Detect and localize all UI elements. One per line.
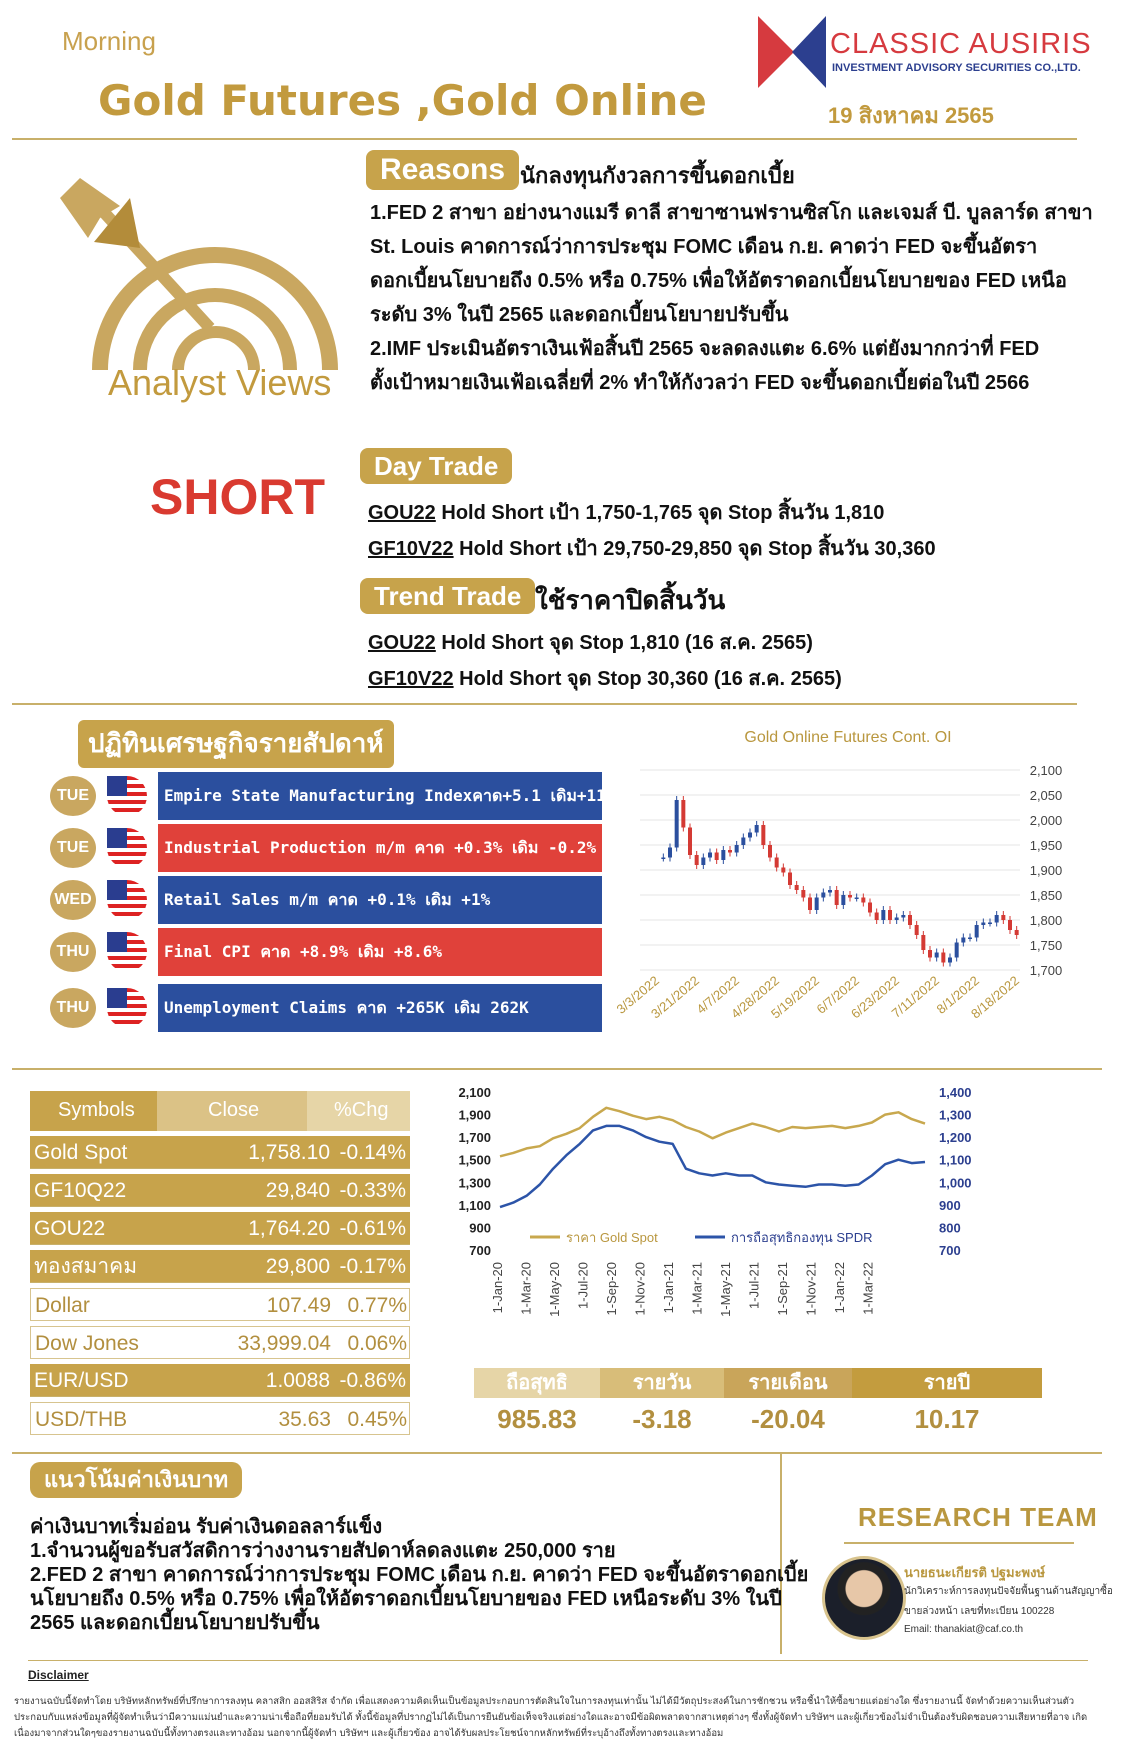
vertical-divider (780, 1454, 782, 1654)
candle-body (881, 910, 885, 920)
table-row (30, 1174, 410, 1207)
chg-cell: -0.61% (339, 1217, 406, 1240)
day-badge: THU (50, 932, 96, 972)
reason-line: 1.FED 2 สาขา อย่างนางแมรี ดาลี สาขาซานฟรานซิสโก และเจมส์ บี. บูลลาร์ด สาขา (370, 202, 1093, 224)
candle-body (715, 853, 719, 861)
close-cell: 1.0088 (265, 1369, 330, 1392)
ticker: GOU22 (368, 632, 436, 654)
day-badge: WED (50, 880, 96, 920)
calendar-event (50, 772, 626, 820)
signal-short: SHORT (150, 469, 325, 525)
stat-value-net: 985.83 (497, 1404, 577, 1434)
candle-body (895, 918, 899, 921)
stat-value-yearly: 10.17 (914, 1404, 980, 1434)
event-text: Empire State Manufacturing Indexคาด+5.1 เดิม+11.1 (158, 772, 602, 820)
candle-body (755, 825, 759, 833)
y-right-tick-label: 900 (939, 1197, 961, 1213)
symbol-cell: Dollar (35, 1294, 90, 1317)
table-row (30, 1402, 410, 1435)
candle-body (781, 868, 785, 873)
candle-body (908, 915, 912, 925)
candle-body (875, 913, 879, 921)
candle-body (808, 898, 812, 911)
symbol-cell: Dow Jones (35, 1332, 139, 1355)
day-badge: THU (50, 988, 96, 1028)
symbol-cell: GOU22 (34, 1217, 106, 1240)
candle-body (848, 895, 852, 898)
col-header-chg: %Chg (334, 1099, 389, 1121)
legend-label: การถือสุทธิกองทุน SPDR (731, 1230, 873, 1245)
page-title: Gold Futures ,Gold Online (98, 76, 707, 125)
reason-line: ดอกเบี้ยนโยบายถึง 0.5% หรือ 0.75% เพื่อให้อัตราดอกเบี้ยนโยบายของ FED เหนือ (370, 270, 1067, 292)
gold-futures-candlestick-chart (613, 720, 1100, 1050)
chg-cell: 0.45% (347, 1408, 407, 1431)
trade-instruction: Hold Short จุด Stop 1,810 (16 ส.ค. 2565) (435, 632, 813, 654)
x-tick-label: 1-Mar-22 (860, 1262, 876, 1315)
candle-body (968, 938, 972, 940)
candle-body (981, 923, 985, 926)
candle-body (761, 825, 765, 845)
y-left-tick-label: 700 (469, 1243, 491, 1258)
candle-body (928, 950, 932, 958)
x-tick-label: 1-Mar-21 (689, 1262, 705, 1315)
baht-outlook-label: แนวโน้มค่าเงินบาท (30, 1462, 242, 1498)
stat-value-daily: -3.18 (632, 1404, 692, 1434)
y-right-tick-label: 1,300 (939, 1107, 972, 1123)
trade-instruction: Hold Short เป้า 1,750-1,765 จุด Stop สิ้นวัน 1,810 (435, 502, 885, 524)
stat-header-net: ถือสุทธิ (474, 1368, 600, 1398)
table-row (30, 1326, 410, 1359)
analyst-license: ขายล่วงหน้า เลขที่ทะเบียน 100228 (904, 1606, 1055, 1617)
candle-body (768, 845, 772, 858)
y-left-tick-label: 1,300 (458, 1175, 491, 1191)
y-tick-label: 1,800 (1029, 913, 1063, 928)
candle-body (941, 953, 945, 963)
chg-cell: 0.77% (347, 1294, 407, 1317)
day-badge: TUE (50, 828, 96, 868)
x-tick-label: 1-Sep-21 (775, 1262, 790, 1316)
us-flag-icon (107, 932, 147, 972)
calendar-title: ปฏิทินเศรษฐกิจรายสัปดาห์ (78, 720, 394, 768)
disclaimer-text: รายงานฉบับนี้จัดทำโดย บริษัทหลักทรัพย์ที่ปรึกษาการลงทุน คลาสสิก ออสสิริส จำกัด เพื่อแสดงความคิดเห็นเป็นข้อมูลประกอบการตัดสินใจในการลงทุนเท่านั้น ไม่ได้มีวัตถุประสงค์ในการชักชวน หรือชี้นำให้ซื้อขายแต่อย่างใด ซึ่งรายงานนี้ จัดทำด้วยความเห็นส่วนตัว ประกอบกับแหล่งข้อมูลที่ผู้จัดทำเห็นว่ามีความแม่นยำและความน่าเชื่อถือที่ยอมรับได้ ทั้งนี้ข้อมูลที่ปรากฏไม่ได้เป็นการยืนยันข้อเท็จจริงแต่อย่างใดและอาจมีข้อผิดพลาดจากสาเหตุต่างๆ ซึ่งทั้งผู้จัดทำ บริษัทฯ และผู้เกี่ยวข้องไม่จำเป็นต้องรับผิดชอบความเสียหายที่อาจ เกิดเนื่องมาจากส่วนใดๆของรายงานฉบับนี้ทั้งทางตรงและทางอ้อม นอกจากนี้ผู้จัดทำ บริษัทฯ และผู้เกี่ยวข้อง อาจได้รับผลประโยชน์จากหลักทรัพย์ที่ระบุอ้างถึงทั้งทางตรงและทางอ้อม (14, 1696, 1088, 1739)
research-divider (844, 1542, 1074, 1544)
ticker: GF10V22 (368, 538, 454, 560)
close-cell: 33,999.04 (237, 1332, 331, 1355)
target-arrow-icon (60, 178, 340, 378)
x-tick-label: 6/7/2022 (813, 972, 862, 1017)
chg-cell: 0.06% (347, 1332, 407, 1355)
event-text: Final CPI คาด +8.9% เดิม +8.6% (158, 928, 602, 976)
x-tick-label: 1-Mar-20 (518, 1262, 534, 1315)
disclaimer-divider (28, 1660, 1088, 1661)
candle-body (948, 958, 952, 963)
baht-line: 2.FED 2 สาขา คาดการณ์ว่าการประชุม FOMC เดือน ก.ย. คาดว่า FED จะขึ้นอัตราดอกเบี้ย (30, 1564, 809, 1586)
reasons-label: Reasons (366, 150, 519, 190)
us-flag-icon (107, 880, 147, 920)
candle-body (701, 858, 705, 866)
baht-line: นโยบายถึง 0.5% หรือ 0.75% เพื่อให้อัตราดอกเบี้ยนโยบายของ FED เหนือระดับ 3% ในปี (30, 1588, 782, 1610)
candle-body (855, 898, 859, 900)
y-tick-label: 1,950 (1029, 838, 1063, 853)
trade-instruction: Hold Short เป้า 29,750-29,850 จุด Stop สิ้นวัน 30,360 (453, 538, 936, 560)
gold-vs-spdr-line-chart (455, 1080, 1025, 1360)
candle-body (841, 895, 845, 905)
candle-body (935, 953, 939, 958)
table-header (30, 1091, 410, 1131)
trend-trade-row (368, 662, 842, 694)
analyst-email: Email: thanakiat@caf.co.th (904, 1624, 1024, 1635)
candle-body (728, 850, 732, 853)
x-tick-label: 1-May-20 (547, 1262, 562, 1317)
candle-body (801, 890, 805, 898)
event-text: Unemployment Claims คาด +265K เดิม 262K (158, 984, 602, 1032)
candle-body (668, 848, 672, 858)
candle-body (741, 838, 745, 846)
x-tick-label: 3/21/2022 (647, 972, 702, 1022)
candle-body (1008, 920, 1012, 930)
candle-body (681, 800, 685, 828)
y-tick-label: 1,700 (1029, 963, 1063, 978)
event-text: Industrial Production m/m คาด +0.3% เดิม -0.2% (158, 824, 602, 872)
stat-header-monthly: รายเดือน (724, 1368, 852, 1398)
y-right-tick-label: 1,100 (939, 1152, 972, 1168)
trend-trade-row (368, 626, 813, 658)
close-cell: 35.63 (278, 1408, 331, 1431)
y-tick-label: 2,000 (1029, 813, 1063, 828)
header-divider (12, 138, 1077, 140)
ticker: GOU22 (368, 502, 436, 524)
y-right-tick-label: 800 (939, 1220, 961, 1236)
candle-body (821, 893, 825, 898)
calendar-event (50, 876, 602, 924)
symbol-cell: GF10Q22 (34, 1179, 127, 1202)
close-cell: 1,758.10 (248, 1141, 330, 1164)
company-name: CLASSIC AUSIRIS (830, 28, 1092, 60)
close-cell: 1,764.20 (248, 1217, 330, 1240)
candle-body (995, 915, 999, 923)
table-row (30, 1288, 410, 1321)
candle-body (735, 845, 739, 853)
stat-value-monthly: -20.04 (751, 1404, 825, 1434)
x-tick-label: 1-Jul-20 (575, 1262, 591, 1309)
calendar-event (50, 928, 602, 976)
trade-instruction: Hold Short จุด Stop 30,360 (16 ส.ค. 2565) (453, 668, 842, 690)
candle-body (988, 923, 992, 925)
candle-body (921, 935, 925, 950)
x-tick-label: 1-Jan-20 (490, 1262, 505, 1314)
y-tick-label: 2,050 (1029, 788, 1063, 803)
y-left-tick-label: 900 (469, 1220, 491, 1236)
section-divider (12, 703, 1077, 705)
research-team-title: RESEARCH TEAM (858, 1502, 1098, 1532)
series-line-0 (500, 1108, 925, 1157)
close-cell: 107.49 (266, 1294, 331, 1317)
reason-line: 2.IMF ประเมินอัตราเงินเฟ้อสิ้นปี 2565 จะลดลงแตะ 6.6% แต่ยังมากกว่าที่ FED (370, 338, 1040, 360)
stat-header-yearly: รายปี (852, 1368, 1042, 1398)
y-left-tick-label: 1,500 (458, 1152, 491, 1168)
y-right-tick-label: 1,200 (939, 1130, 972, 1146)
x-tick-label: 1-Nov-20 (632, 1262, 648, 1316)
col-header-symbols: Symbols (58, 1099, 135, 1121)
candle-body (888, 910, 892, 920)
x-tick-label: 1-Jan-22 (832, 1262, 847, 1314)
x-tick-label: 1-May-21 (718, 1262, 733, 1317)
day-trade-row (368, 496, 884, 528)
y-left-tick-label: 1,100 (458, 1197, 491, 1213)
y-right-tick-label: 1,000 (939, 1175, 972, 1191)
day-trade-label: Day Trade (360, 448, 512, 484)
candle-body (795, 885, 799, 890)
candle-body (828, 890, 832, 893)
x-tick-label: 1-Jan-21 (661, 1262, 676, 1314)
candle-body (815, 898, 819, 911)
candle-body (868, 903, 872, 913)
chg-cell: -0.14% (339, 1141, 406, 1164)
baht-line: 2565 และดอกเบี้ยนโยบายปรับขึ้น (30, 1612, 320, 1634)
table-row (30, 1136, 410, 1169)
x-tick-label: 1-Sep-20 (604, 1262, 619, 1316)
analyst-views-text: Analyst Views (108, 362, 332, 403)
candle-body (688, 828, 692, 856)
candle-body (961, 938, 965, 943)
analyst-avatar (822, 1556, 906, 1640)
us-flag-icon (107, 776, 147, 816)
day-badge: TUE (50, 776, 96, 816)
reason-line: ระดับ 3% ในปี 2565 และดอกเบี้ยนโยบายปรับขึ้น (370, 304, 789, 326)
candle-body (955, 943, 959, 958)
symbol-cell: ทองสมาคม (34, 1255, 138, 1278)
candle-body (675, 800, 679, 848)
y-tick-label: 2,100 (1029, 763, 1063, 778)
y-left-tick-label: 2,100 (458, 1085, 491, 1100)
candle-body (721, 850, 725, 860)
baht-line: ค่าเงินบาทเริ่มอ่อน รับค่าเงินดอลลาร์แข็ง (30, 1516, 383, 1538)
morning-label: Morning (62, 26, 156, 56)
candle-body (975, 925, 979, 938)
us-flag-icon (107, 828, 147, 868)
stat-header-daily: รายวัน (600, 1368, 724, 1398)
chg-cell: -0.33% (339, 1179, 406, 1202)
table-row (30, 1364, 410, 1397)
reason-line: St. Louis คาดการณ์ว่าการประชุม FOMC เดือน ก.ย. คาดว่า FED จะขึ้นอัตรา (370, 236, 1038, 258)
candle-body (861, 898, 865, 903)
x-tick-label: 4/28/2022 (727, 972, 782, 1022)
y-right-tick-label: 1,400 (939, 1085, 972, 1100)
legend-label: ราคา Gold Spot (566, 1230, 658, 1245)
candle-body (1015, 930, 1019, 935)
candle-body (901, 915, 905, 918)
close-cell: 29,800 (265, 1255, 330, 1278)
brand-logo-icon (756, 14, 828, 90)
candle-body (708, 853, 712, 858)
symbol-cell: EUR/USD (34, 1369, 129, 1392)
calendar-event (50, 824, 602, 872)
x-tick-label: 1-Nov-21 (803, 1262, 819, 1316)
y-left-tick-label: 1,700 (458, 1130, 491, 1146)
event-text: Retail Sales m/m คาด +0.1% เดิม +1% (158, 876, 602, 924)
symbol-cell: USD/THB (35, 1408, 128, 1431)
section-divider (12, 1068, 1102, 1070)
candle-body (915, 925, 919, 935)
candle-body (661, 858, 665, 860)
section-divider (12, 1452, 1102, 1454)
day-trade-row (368, 532, 936, 564)
chg-cell: -0.86% (339, 1369, 406, 1392)
candle-body (695, 855, 699, 865)
col-header-close: Close (208, 1099, 260, 1121)
calendar-event (50, 984, 602, 1032)
x-tick-label: 8/18/2022 (967, 972, 1022, 1022)
candle-body (835, 890, 839, 905)
table-row (30, 1250, 410, 1283)
y-left-tick-label: 1,900 (458, 1107, 491, 1123)
x-tick-label: 7/11/2022 (888, 972, 942, 1021)
candle-body (788, 873, 792, 886)
disclaimer-label: Disclaimer (28, 1668, 89, 1682)
trend-trade-label: Trend Trade (360, 578, 535, 614)
chart-title: Gold Online Futures Cont. OI (744, 729, 952, 746)
report-date: 19 สิงหาคม 2565 (828, 103, 994, 128)
x-tick-label: 4/7/2022 (693, 972, 742, 1017)
y-tick-label: 1,900 (1029, 863, 1063, 878)
x-tick-label: 3/3/2022 (613, 972, 662, 1017)
ticker: GF10V22 (368, 668, 454, 690)
candle-body (1001, 915, 1005, 920)
reason-line: ตั้งเป้าหมายเงินเฟ้อเฉลี่ยที่ 2% ทำให้กังวลว่า FED จะขึ้นดอกเบี้ยต่อในปี 2566 (370, 372, 1030, 394)
x-tick-label: 6/23/2022 (847, 972, 902, 1022)
close-cell: 29,840 (265, 1179, 330, 1202)
company-subtitle: INVESTMENT ADVISORY SECURITIES CO.,LTD. (832, 62, 1081, 74)
candle-body (748, 833, 752, 838)
x-tick-label: 5/19/2022 (767, 972, 822, 1022)
us-flag-icon (107, 988, 147, 1028)
symbol-cell: Gold Spot (34, 1141, 128, 1164)
chg-cell: -0.17% (339, 1255, 406, 1278)
analyst-role: นักวิเคราะห์การลงทุนปัจจัยพื้นฐานด้านสัญญาซื้อ (904, 1586, 1113, 1597)
baht-line: 1.จำนวนผู้ขอรับสวัสดิการว่างงานรายสัปดาห์ลดลงแตะ 250,000 ราย (30, 1540, 616, 1562)
y-tick-label: 1,750 (1029, 938, 1063, 953)
y-right-tick-label: 700 (939, 1243, 961, 1258)
x-tick-label: 8/1/2022 (933, 972, 982, 1017)
trend-trade-note: ใช้ราคาปิดสิ้นวัน (535, 585, 726, 615)
reasons-heading: นักลงทุนกังวลการขึ้นดอกเบี้ย (520, 163, 795, 188)
table-row (30, 1212, 410, 1245)
analyst-name: นายธนะเกียรติ ปฐมะพงษ์ (904, 1565, 1046, 1580)
y-tick-label: 1,850 (1029, 888, 1063, 903)
candle-body (775, 858, 779, 868)
x-tick-label: 1-Jul-21 (746, 1262, 762, 1309)
